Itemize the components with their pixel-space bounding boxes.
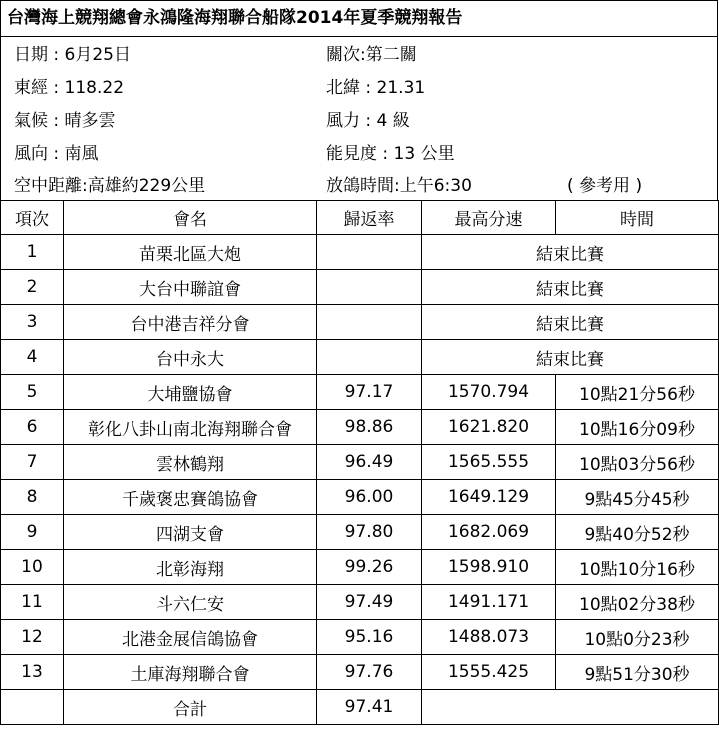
row-no: 4 [1,340,64,375]
row-club: 大埔鹽協會 [64,375,317,410]
row-time: 10點0分23秒 [556,620,719,655]
row-no: 6 [1,410,64,445]
info-latitude: 北緯 : 21.31 [326,78,426,98]
row-no: 11 [1,585,64,620]
table-row [1,550,719,585]
row-no: 13 [1,655,64,690]
row-club: 大台中聯誼會 [64,270,317,305]
row-club: 台中港吉祥分會 [64,305,317,340]
table-row [1,515,719,550]
header-no: 項次 [1,201,64,235]
row-no: 12 [1,620,64,655]
table-row [1,340,719,375]
row-ended-status: 結束比賽 [422,270,719,305]
report-title: 台灣海上競翔總會永鴻隆海翔聯合船隊2014年夏季競翔報告 [0,0,718,37]
row-no: 7 [1,445,64,480]
info-distance: 空中距離:高雄約229公里 [14,176,206,196]
row-rate: 98.86 [317,410,422,445]
row-rate [317,340,422,375]
table-row [1,375,719,410]
total-blank-cell [1,690,64,725]
row-ended-status: 結束比賽 [422,305,719,340]
row-speed: 1565.555 [422,445,556,480]
header-time: 時間 [556,201,719,235]
info-release-time: 放鴿時間:上午6:30 [326,176,472,196]
row-speed: 1491.171 [422,585,556,620]
row-rate: 96.00 [317,480,422,515]
total-rate: 97.41 [317,690,422,725]
row-club: 彰化八卦山南北海翔聯合會 [64,410,317,445]
row-speed: 1621.820 [422,410,556,445]
row-speed: 1649.129 [422,480,556,515]
row-club: 台中永大 [64,340,317,375]
table-header-row [1,201,719,235]
row-no: 2 [1,270,64,305]
header-club: 會名 [64,201,317,235]
row-rate: 97.80 [317,515,422,550]
table-row [1,445,719,480]
total-empty-cell [422,690,719,725]
row-time: 10點10分16秒 [556,550,719,585]
info-wind-direction: 風向 : 南風 [14,144,99,164]
row-no: 5 [1,375,64,410]
row-no: 10 [1,550,64,585]
info-longitude: 東經 : 118.22 [14,78,125,98]
row-rate [317,270,422,305]
row-time: 10點16分09秒 [556,410,719,445]
table-row [1,235,719,270]
row-time: 10點02分38秒 [556,585,719,620]
row-club: 千歲褒忠賽鴿協會 [64,480,317,515]
row-speed: 1598.910 [422,550,556,585]
info-visibility: 能見度 : 13 公里 [326,144,455,164]
row-rate: 97.49 [317,585,422,620]
row-no: 8 [1,480,64,515]
row-speed: 1555.425 [422,655,556,690]
row-club: 北彰海翔 [64,550,317,585]
row-rate: 96.49 [317,445,422,480]
table-row [1,585,719,620]
row-speed: 1682.069 [422,515,556,550]
row-club: 雲林鶴翔 [64,445,317,480]
table-row [1,480,719,515]
row-rate: 97.17 [317,375,422,410]
row-time: 9點51分30秒 [556,655,719,690]
table-row [1,270,719,305]
row-rate: 95.16 [317,620,422,655]
row-time: 10點03分56秒 [556,445,719,480]
row-no: 1 [1,235,64,270]
info-weather: 氣候 : 晴多雲 [14,111,116,131]
row-club: 斗六仁安 [64,585,317,620]
table-row [1,655,719,690]
row-rate [317,235,422,270]
header-rate: 歸返率 [317,201,422,235]
row-ended-status: 結束比賽 [422,235,719,270]
row-ended-status: 結束比賽 [422,340,719,375]
row-rate [317,305,422,340]
table-body [1,235,719,690]
row-time: 9點40分52秒 [556,515,719,550]
total-label: 合計 [64,690,317,725]
total-row [1,690,719,725]
row-club: 四湖支會 [64,515,317,550]
row-no: 3 [1,305,64,340]
row-time: 9點45分45秒 [556,480,719,515]
row-speed: 1488.073 [422,620,556,655]
info-stage: 關次:第二關 [326,45,417,65]
row-time: 10點21分56秒 [556,375,719,410]
table-row [1,620,719,655]
info-wind-force: 風力 : 4 級 [326,111,410,131]
row-club: 土庫海翔聯合會 [64,655,317,690]
info-reference-note: ( 參考用 ) [567,176,643,196]
row-rate: 97.76 [317,655,422,690]
row-no: 9 [1,515,64,550]
frame-border-left [0,36,1,201]
table-row [1,305,719,340]
header-speed: 最高分速 [422,201,556,235]
row-club: 苗栗北區大炮 [64,235,317,270]
results-table [0,200,719,725]
row-speed: 1570.794 [422,375,556,410]
row-rate: 99.26 [317,550,422,585]
row-club: 北港金展信鴿協會 [64,620,317,655]
table-row [1,410,719,445]
frame-border-right [717,36,718,201]
info-date: 日期 : 6月25日 [14,45,131,65]
